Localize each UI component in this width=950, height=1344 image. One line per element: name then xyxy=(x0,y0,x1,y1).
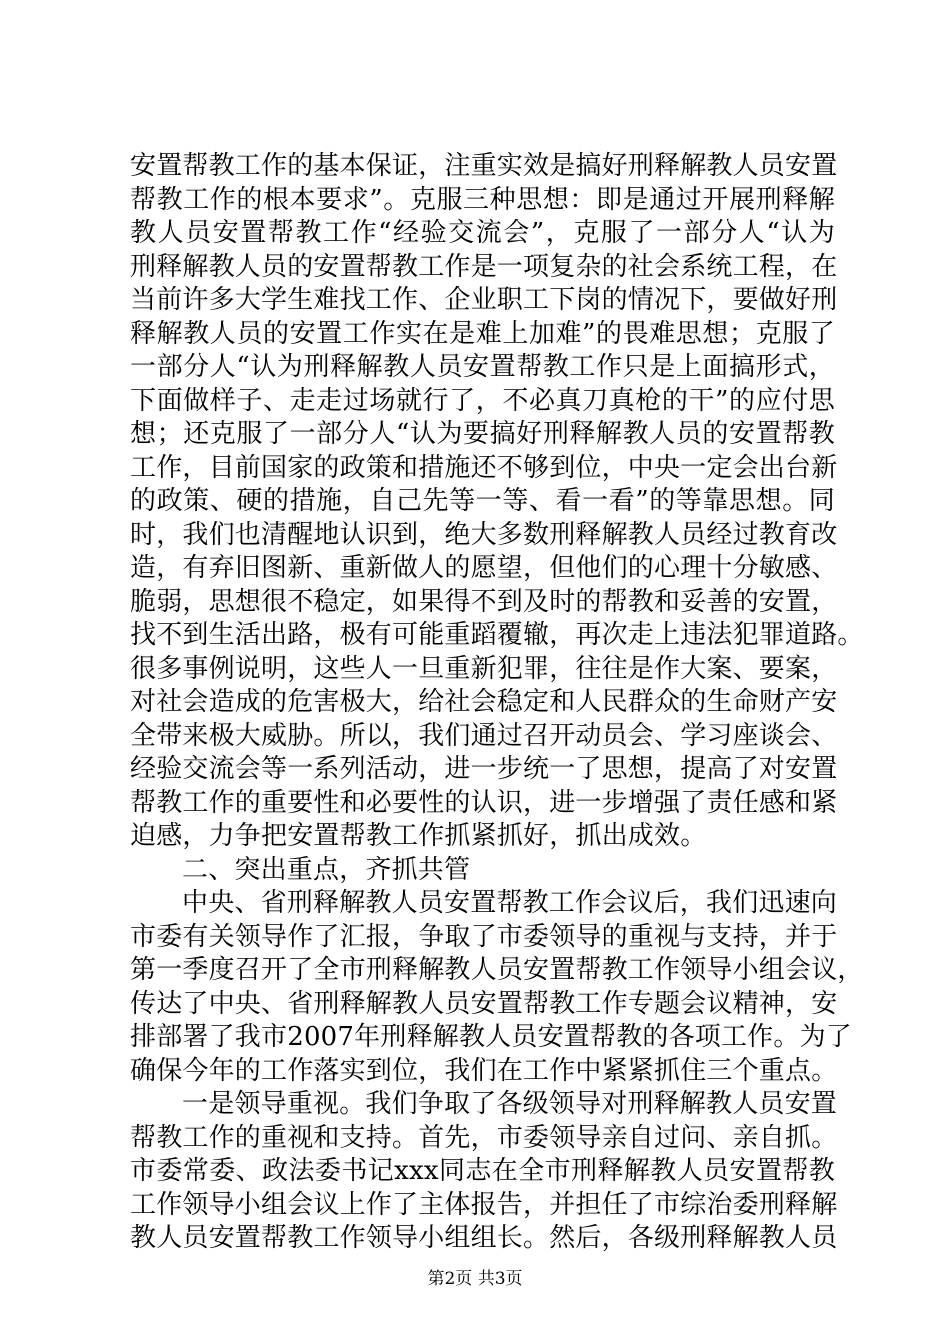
text-line: 排部署了我市2007年刑释解教人员安置帮教的各项工作。为了 xyxy=(130,1022,852,1052)
text-line: 下面做样子、走走过场就行了，不必真刀真枪的干”的应付思 xyxy=(130,385,835,416)
text-line: 确保今年的工作落实到位，我们在工作中紧紧抓住三个重点。 xyxy=(130,1055,838,1086)
text-line: 当前许多大学生难找工作、企业职工下岗的情况下，要做好刑 xyxy=(130,285,838,315)
section-heading: 二、突出重点，齐抓共管 xyxy=(182,854,471,885)
text-line: 帮教工作的重要性和必要性的认识，进一步增强了责任感和紧 xyxy=(130,787,838,818)
text-line: 脆弱，思想很不稳定，如果得不到及时的帮教和妥善的安置， xyxy=(130,586,838,617)
text-line: 全带来极大威胁。所以，我们通过召开动员会、学习座谈会、 xyxy=(130,720,838,751)
text-line: 的政策、硬的措施，自己先等一等、看一看”的等靠思想。同 xyxy=(130,486,835,516)
text-line: 教人员安置帮教工作“经验交流会”，克服了一部分人“认为 xyxy=(130,218,835,248)
text-line: 一是领导重视。我们争取了各级领导对刑释解教人员安置 xyxy=(182,1089,838,1119)
text-line: 很多事例说明，这些人一旦重新犯罪，往往是作大案、要案， xyxy=(130,653,838,684)
text-line: 想；还克服了一部分人“认为要搞好刑释解教人员的安置帮教 xyxy=(130,419,835,449)
text-line: 市委有关领导作了汇报，争取了市委领导的重视与支持，并于 xyxy=(130,921,838,952)
text-line: 帮教工作的根本要求”。克服三种思想：即是通过开展刑释解 xyxy=(130,184,835,215)
text-line: 刑释解教人员的安置帮教工作是一项复杂的社会系统工程，在 xyxy=(130,251,838,282)
text-line: 释解教人员的安置工作实在是难上加难”的畏难思想；克服了 xyxy=(130,318,835,349)
text-line: 传达了中央、省刑释解教人员安置帮教工作专题会议精神，安 xyxy=(130,988,838,1019)
text-line: 中央、省刑释解教人员安置帮教工作会议后，我们迅速向 xyxy=(182,888,838,918)
text-line: 对社会造成的危害极大，给社会稳定和人民群众的生命财产安 xyxy=(130,687,838,717)
text-line: 迫感，力争把安置帮教工作抓紧抓好，抓出成效。 xyxy=(130,821,707,851)
text-line: 找不到生活出路，极有可能重蹈覆辙，再次走上违法犯罪道路。 xyxy=(130,620,864,650)
text-line: 安置帮教工作的基本保证，注重实效是搞好刑释解教人员安置 xyxy=(130,151,838,181)
text-line: 市委常委、政法委书记xxx同志在全市刑释解教人员安置帮教 xyxy=(130,1156,835,1186)
text-line: 帮教工作的重视和支持。首先，市委领导亲自过问、亲自抓。 xyxy=(130,1122,838,1153)
text-line: 时，我们也清醒地认识到，绝大多数刑释解教人员经过教育改 xyxy=(130,519,838,550)
page-number-footer: 第2页 共3页 xyxy=(427,1269,523,1289)
document-body xyxy=(130,150,864,1256)
text-line: 第一季度召开了全市刑释解教人员安置帮教工作领导小组会议， xyxy=(130,955,864,985)
text-line: 工作，目前国家的政策和措施还不够到位，中央一定会出台新 xyxy=(130,452,838,483)
text-line: 工作领导小组会议上作了主体报告，并担任了市综治委刑释解 xyxy=(130,1189,838,1220)
text-line: 教人员安置帮教工作领导小组组长。然后，各级刑释解教人员 xyxy=(130,1223,838,1253)
text-line: 经验交流会等一系列活动，进一步统一了思想，提高了对安置 xyxy=(130,754,838,784)
text-line: 造，有弃旧图新、重新做人的愿望，但他们的心理十分敏感、 xyxy=(130,553,838,583)
text-line: 一部分人“认为刑释解教人员安置帮教工作只是上面搞形式， xyxy=(130,352,835,382)
